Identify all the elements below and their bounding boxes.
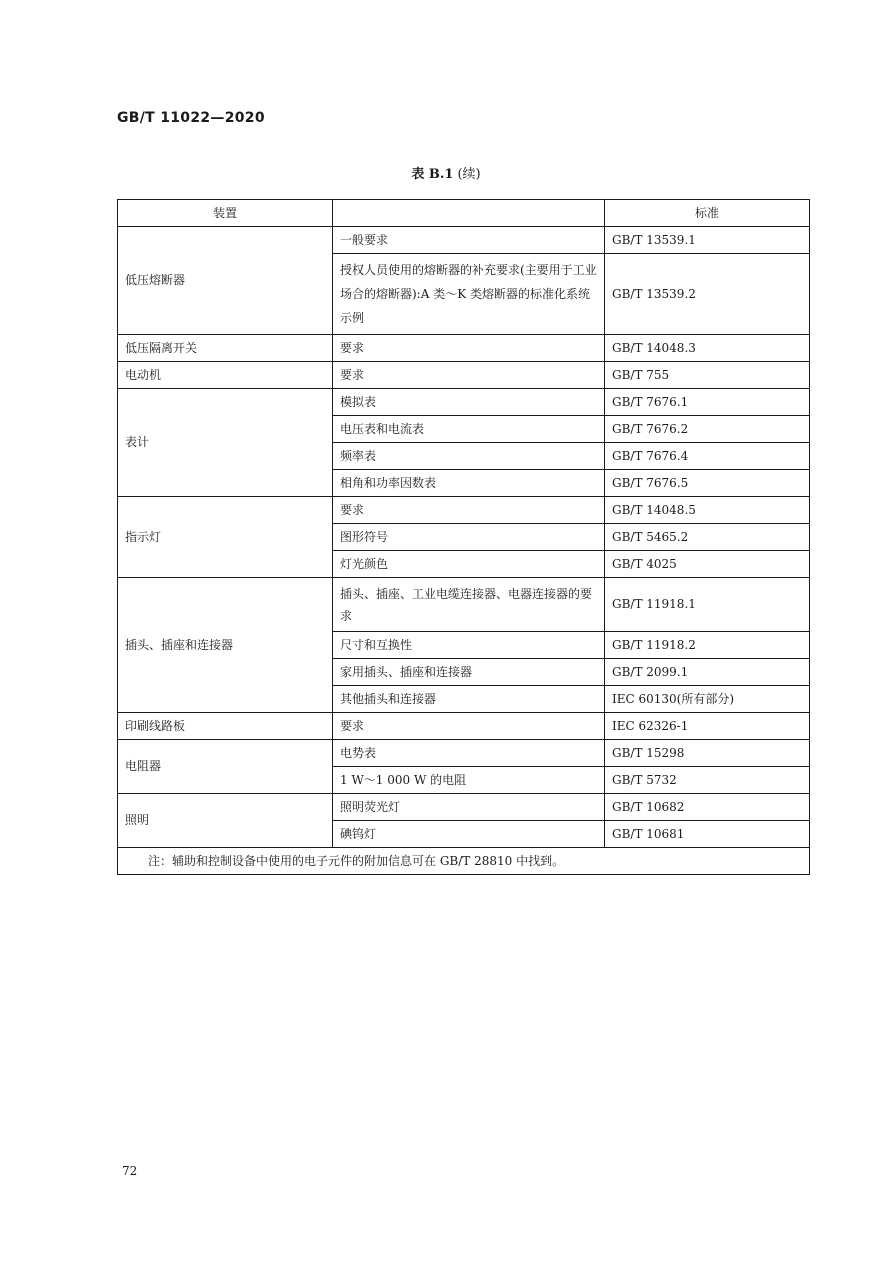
standards-table: [117, 199, 810, 875]
note-row: [118, 848, 810, 875]
standard-cell: GB/T 13539.2: [605, 254, 810, 335]
standard-cell: GB/T 7676.2: [605, 416, 810, 443]
item-cell: 1 W～1 000 W 的电阻: [333, 767, 605, 794]
table-row: [118, 740, 810, 767]
standard-cell: GB/T 4025: [605, 551, 810, 578]
item-cell: 模拟表: [333, 389, 605, 416]
standard-cell: GB/T 5732: [605, 767, 810, 794]
standard-cell: GB/T 14048.3: [605, 335, 810, 362]
item-cell: 要求: [333, 362, 605, 389]
item-cell: 相角和功率因数表: [333, 470, 605, 497]
standard-cell: GB/T 11918.2: [605, 632, 810, 659]
standard-cell: GB/T 7676.5: [605, 470, 810, 497]
item-cell: 电势表: [333, 740, 605, 767]
table-row: [118, 713, 810, 740]
standard-cell: GB/T 7676.1: [605, 389, 810, 416]
table-row: [118, 335, 810, 362]
table-row: [118, 227, 810, 254]
device-cell: 低压熔断器: [118, 227, 333, 335]
device-cell: 电阻器: [118, 740, 333, 794]
table-row: [118, 497, 810, 524]
standard-cell: GB/T 10681: [605, 821, 810, 848]
item-cell: 尺寸和互换性: [333, 632, 605, 659]
standard-cell: GB/T 7676.4: [605, 443, 810, 470]
standard-cell: IEC 62326-1: [605, 713, 810, 740]
table-row: [118, 578, 810, 632]
standard-cell: GB/T 14048.5: [605, 497, 810, 524]
device-cell: 低压隔离开关: [118, 335, 333, 362]
standard-cell: GB/T 10682: [605, 794, 810, 821]
item-cell: 碘钨灯: [333, 821, 605, 848]
device-cell: 电动机: [118, 362, 333, 389]
item-cell: 灯光颜色: [333, 551, 605, 578]
table-title: [0, 163, 892, 182]
standard-cell: GB/T 13539.1: [605, 227, 810, 254]
standard-cell: GB/T 15298: [605, 740, 810, 767]
item-cell: 要求: [333, 713, 605, 740]
item-cell: 一般要求: [333, 227, 605, 254]
table-header-row: [118, 200, 810, 227]
standard-number: GB/T 11022—2020: [117, 110, 265, 126]
standards-table-body: [118, 200, 810, 875]
page-number: 72: [122, 1164, 138, 1178]
device-cell: 印刷线路板: [118, 713, 333, 740]
table-row: [118, 389, 810, 416]
standard-cell: GB/T 755: [605, 362, 810, 389]
item-cell: 插头、插座、工业电缆连接器、电器连接器的要求: [333, 578, 605, 632]
standard-cell: IEC 60130(所有部分): [605, 686, 810, 713]
header-device: 装置: [118, 200, 333, 227]
item-cell: 照明荧光灯: [333, 794, 605, 821]
item-cell: 电压表和电流表: [333, 416, 605, 443]
device-cell: 插头、插座和连接器: [118, 578, 333, 713]
table-note: 注：辅助和控制设备中使用的电子元件的附加信息可在 GB/T 28810 中找到。: [118, 848, 810, 875]
device-cell: 表计: [118, 389, 333, 497]
header-item: [333, 200, 605, 227]
item-cell: 要求: [333, 497, 605, 524]
item-cell: 家用插头、插座和连接器: [333, 659, 605, 686]
device-cell: 指示灯: [118, 497, 333, 578]
item-cell: 要求: [333, 335, 605, 362]
table-row: [118, 362, 810, 389]
item-cell: 授权人员使用的熔断器的补充要求(主要用于工业场合的熔断器):A 类～K 类熔断器的标准化系统示例: [333, 254, 605, 335]
table-title-label: 表 B.1: [411, 167, 454, 182]
standard-cell: GB/T 11918.1: [605, 578, 810, 632]
table-row: [118, 794, 810, 821]
device-cell: 照明: [118, 794, 333, 848]
standard-cell: GB/T 5465.2: [605, 524, 810, 551]
header-standard: 标准: [605, 200, 810, 227]
standard-cell: GB/T 2099.1: [605, 659, 810, 686]
item-cell: 频率表: [333, 443, 605, 470]
item-cell: 其他插头和连接器: [333, 686, 605, 713]
table-title-continued: (续): [457, 167, 481, 182]
item-cell: 图形符号: [333, 524, 605, 551]
